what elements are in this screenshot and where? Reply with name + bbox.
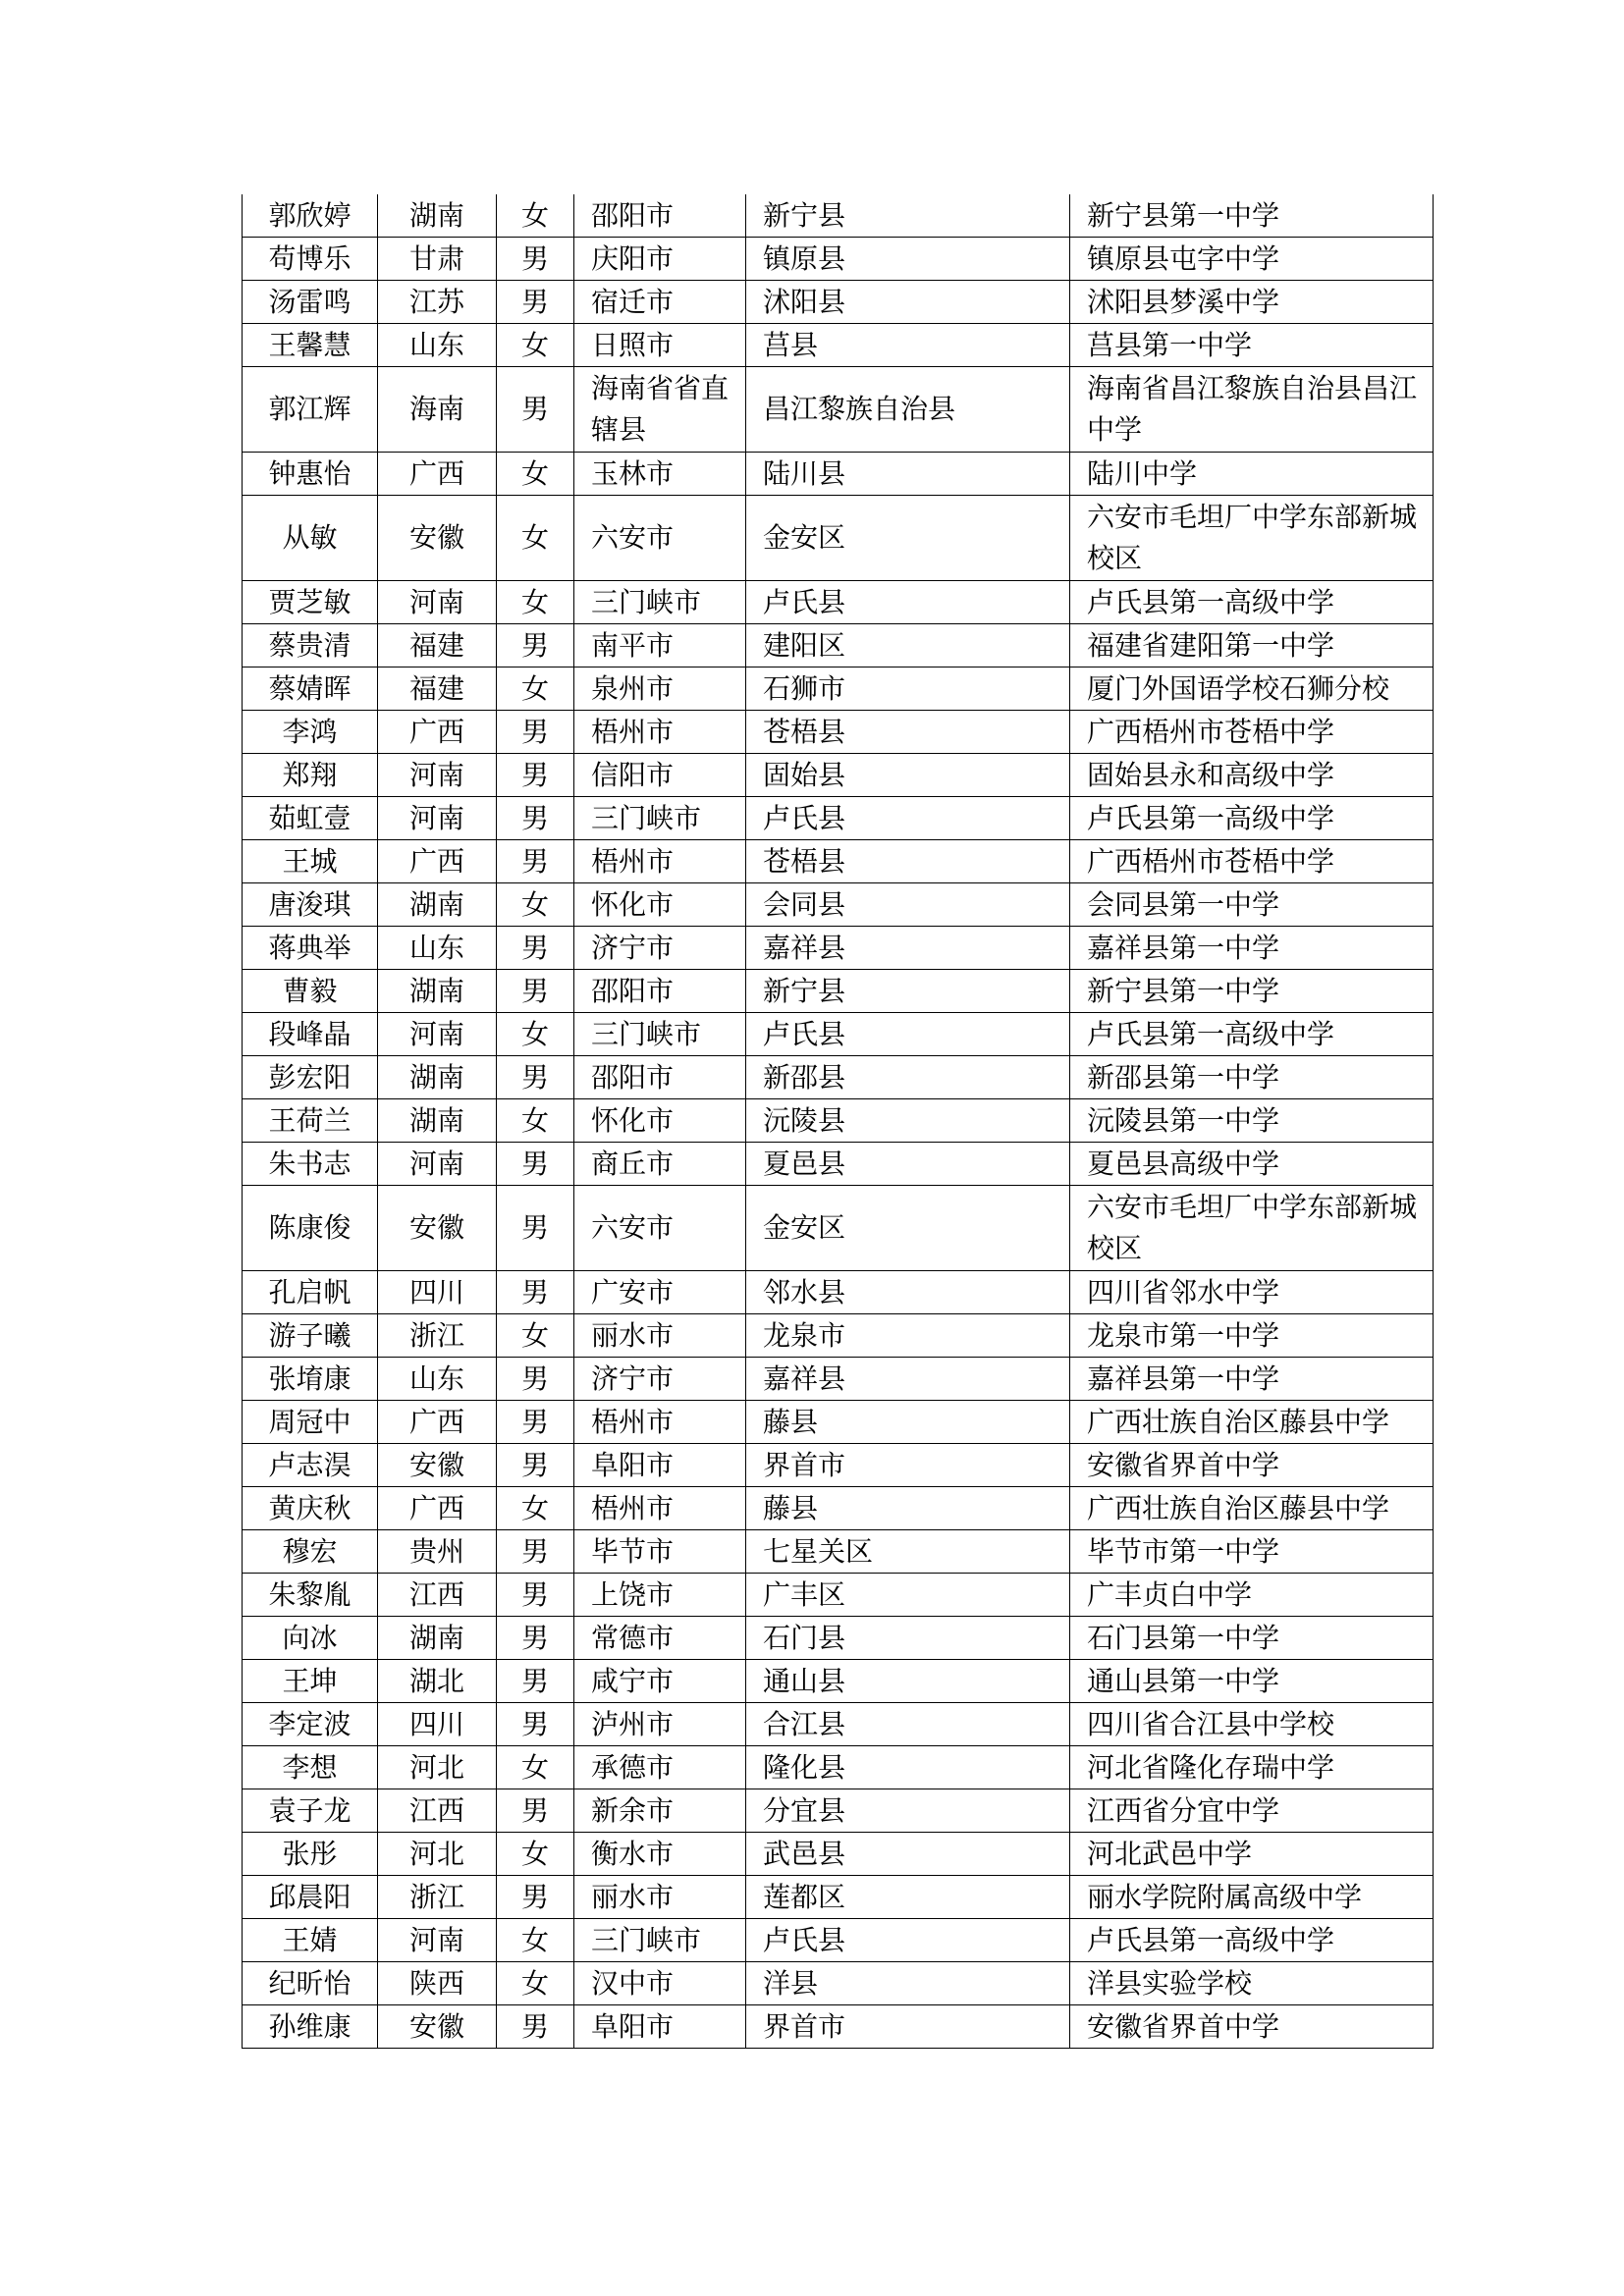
- cell-name: 段峰晶: [243, 1013, 378, 1056]
- cell-gender: 男: [497, 1617, 574, 1660]
- table-row: [243, 883, 1434, 927]
- cell-county: 卢氏县: [746, 797, 1070, 840]
- cell-city: 咸宁市: [574, 1660, 746, 1703]
- cell-name: 纪昕怡: [243, 1962, 378, 2005]
- cell-gender: 男: [497, 1530, 574, 1574]
- cell-province: 河南: [378, 1143, 497, 1186]
- table-row: [243, 1746, 1434, 1789]
- cell-gender: 男: [497, 840, 574, 883]
- cell-province: 四川: [378, 1703, 497, 1746]
- cell-county: 通山县: [746, 1660, 1070, 1703]
- cell-county: 分宜县: [746, 1789, 1070, 1833]
- cell-city: 六安市: [574, 1186, 746, 1271]
- cell-county: 陆川县: [746, 453, 1070, 496]
- table-row: [243, 1143, 1434, 1186]
- cell-city: 邵阳市: [574, 970, 746, 1013]
- cell-gender: 女: [497, 453, 574, 496]
- cell-gender: 男: [497, 1401, 574, 1444]
- cell-city: 济宁市: [574, 1358, 746, 1401]
- cell-gender: 男: [497, 1444, 574, 1487]
- cell-school: 卢氏县第一高级中学: [1070, 1919, 1434, 1962]
- cell-city: 三门峡市: [574, 797, 746, 840]
- cell-province: 福建: [378, 667, 497, 711]
- cell-city: 常德市: [574, 1617, 746, 1660]
- cell-gender: 男: [497, 1358, 574, 1401]
- table-row: [243, 840, 1434, 883]
- cell-gender: 男: [497, 970, 574, 1013]
- cell-county: 七星关区: [746, 1530, 1070, 1574]
- cell-county: 嘉祥县: [746, 927, 1070, 970]
- cell-gender: 女: [497, 1314, 574, 1358]
- cell-gender: 女: [497, 1919, 574, 1962]
- cell-name: 李定波: [243, 1703, 378, 1746]
- cell-school: 卢氏县第一高级中学: [1070, 581, 1434, 624]
- cell-name: 孔启帆: [243, 1271, 378, 1314]
- cell-county: 昌江黎族自治县: [746, 367, 1070, 453]
- cell-city: 庆阳市: [574, 238, 746, 281]
- cell-name: 邱晨阳: [243, 1876, 378, 1919]
- table-row: [243, 1962, 1434, 2005]
- cell-name: 李鸿: [243, 711, 378, 754]
- cell-school: 六安市毛坦厂中学东部新城校区: [1070, 1186, 1434, 1271]
- cell-school: 广西梧州市苍梧中学: [1070, 711, 1434, 754]
- cell-county: 夏邑县: [746, 1143, 1070, 1186]
- cell-province: 安徽: [378, 2005, 497, 2049]
- cell-county: 建阳区: [746, 624, 1070, 667]
- cell-name: 朱黎胤: [243, 1574, 378, 1617]
- cell-city: 梧州市: [574, 711, 746, 754]
- cell-province: 湖南: [378, 1099, 497, 1143]
- cell-city: 丽水市: [574, 1314, 746, 1358]
- table-row: [243, 797, 1434, 840]
- cell-city: 新余市: [574, 1789, 746, 1833]
- cell-county: 新宁县: [746, 194, 1070, 238]
- cell-city: 梧州市: [574, 1487, 746, 1530]
- cell-county: 苍梧县: [746, 711, 1070, 754]
- cell-province: 山东: [378, 1358, 497, 1401]
- table-row: [243, 1186, 1434, 1271]
- cell-school: 丽水学院附属高级中学: [1070, 1876, 1434, 1919]
- cell-name: 张彤: [243, 1833, 378, 1876]
- cell-city: 三门峡市: [574, 1013, 746, 1056]
- cell-gender: 男: [497, 1574, 574, 1617]
- cell-school: 卢氏县第一高级中学: [1070, 797, 1434, 840]
- cell-school: 四川省合江县中学校: [1070, 1703, 1434, 1746]
- cell-province: 广西: [378, 453, 497, 496]
- cell-gender: 女: [497, 667, 574, 711]
- table-row: [243, 1617, 1434, 1660]
- cell-school: 广丰贞白中学: [1070, 1574, 1434, 1617]
- table-row: [243, 1919, 1434, 1962]
- table-row: [243, 324, 1434, 367]
- cell-name: 孙维康: [243, 2005, 378, 2049]
- cell-city: 南平市: [574, 624, 746, 667]
- cell-name: 向冰: [243, 1617, 378, 1660]
- table-row: [243, 1703, 1434, 1746]
- cell-name: 王荷兰: [243, 1099, 378, 1143]
- student-table: [242, 194, 1434, 2049]
- cell-county: 会同县: [746, 883, 1070, 927]
- cell-name: 王馨慧: [243, 324, 378, 367]
- cell-county: 卢氏县: [746, 581, 1070, 624]
- cell-gender: 女: [497, 1013, 574, 1056]
- table-row: [243, 624, 1434, 667]
- cell-gender: 女: [497, 496, 574, 581]
- table-row: [243, 1876, 1434, 1919]
- cell-name: 茹虹壹: [243, 797, 378, 840]
- cell-gender: 女: [497, 1746, 574, 1789]
- cell-name: 张堉康: [243, 1358, 378, 1401]
- cell-province: 甘肃: [378, 238, 497, 281]
- cell-gender: 男: [497, 1056, 574, 1099]
- cell-county: 卢氏县: [746, 1919, 1070, 1962]
- cell-city: 梧州市: [574, 840, 746, 883]
- cell-gender: 男: [497, 624, 574, 667]
- cell-gender: 男: [497, 2005, 574, 2049]
- cell-county: 龙泉市: [746, 1314, 1070, 1358]
- table-row: [243, 711, 1434, 754]
- cell-county: 固始县: [746, 754, 1070, 797]
- cell-province: 湖北: [378, 1660, 497, 1703]
- table-row: [243, 194, 1434, 238]
- table-row: [243, 1444, 1434, 1487]
- table-row: [243, 927, 1434, 970]
- table-row: [243, 1056, 1434, 1099]
- cell-county: 隆化县: [746, 1746, 1070, 1789]
- cell-gender: 女: [497, 1962, 574, 2005]
- cell-county: 沅陵县: [746, 1099, 1070, 1143]
- cell-city: 三门峡市: [574, 1919, 746, 1962]
- cell-county: 邻水县: [746, 1271, 1070, 1314]
- cell-gender: 男: [497, 1703, 574, 1746]
- table-row: [243, 1314, 1434, 1358]
- cell-province: 河北: [378, 1833, 497, 1876]
- cell-province: 河南: [378, 1013, 497, 1056]
- cell-county: 合江县: [746, 1703, 1070, 1746]
- cell-school: 会同县第一中学: [1070, 883, 1434, 927]
- cell-gender: 男: [497, 797, 574, 840]
- cell-province: 陕西: [378, 1962, 497, 2005]
- cell-province: 湖南: [378, 194, 497, 238]
- cell-school: 海南省昌江黎族自治县昌江中学: [1070, 367, 1434, 453]
- cell-gender: 男: [497, 1789, 574, 1833]
- cell-name: 钟惠怡: [243, 453, 378, 496]
- cell-school: 沅陵县第一中学: [1070, 1099, 1434, 1143]
- table-row: [243, 1401, 1434, 1444]
- cell-city: 汉中市: [574, 1962, 746, 2005]
- cell-province: 湖南: [378, 1056, 497, 1099]
- cell-province: 河北: [378, 1746, 497, 1789]
- cell-province: 江西: [378, 1789, 497, 1833]
- cell-province: 湖南: [378, 1617, 497, 1660]
- cell-school: 安徽省界首中学: [1070, 1444, 1434, 1487]
- table-row: [243, 1833, 1434, 1876]
- cell-name: 陈康俊: [243, 1186, 378, 1271]
- table-row: [243, 1574, 1434, 1617]
- cell-province: 安徽: [378, 496, 497, 581]
- cell-school: 安徽省界首中学: [1070, 2005, 1434, 2049]
- cell-province: 河南: [378, 797, 497, 840]
- cell-school: 沭阳县梦溪中学: [1070, 281, 1434, 324]
- cell-name: 黄庆秋: [243, 1487, 378, 1530]
- cell-school: 石门县第一中学: [1070, 1617, 1434, 1660]
- cell-province: 浙江: [378, 1314, 497, 1358]
- cell-city: 邵阳市: [574, 1056, 746, 1099]
- cell-school: 广西壮族自治区藤县中学: [1070, 1401, 1434, 1444]
- cell-school: 嘉祥县第一中学: [1070, 1358, 1434, 1401]
- cell-city: 济宁市: [574, 927, 746, 970]
- cell-county: 新宁县: [746, 970, 1070, 1013]
- cell-name: 游子曦: [243, 1314, 378, 1358]
- cell-city: 上饶市: [574, 1574, 746, 1617]
- table-row: [243, 496, 1434, 581]
- cell-province: 山东: [378, 324, 497, 367]
- cell-city: 三门峡市: [574, 581, 746, 624]
- cell-name: 王坤: [243, 1660, 378, 1703]
- table-row: [243, 2005, 1434, 2049]
- cell-province: 广西: [378, 1487, 497, 1530]
- cell-gender: 女: [497, 194, 574, 238]
- cell-school: 陆川中学: [1070, 453, 1434, 496]
- cell-county: 界首市: [746, 2005, 1070, 2049]
- cell-province: 浙江: [378, 1876, 497, 1919]
- cell-name: 从敏: [243, 496, 378, 581]
- cell-county: 武邑县: [746, 1833, 1070, 1876]
- table-row: [243, 453, 1434, 496]
- cell-name: 穆宏: [243, 1530, 378, 1574]
- table-row: [243, 1358, 1434, 1401]
- table-row: [243, 581, 1434, 624]
- cell-province: 江苏: [378, 281, 497, 324]
- cell-school: 龙泉市第一中学: [1070, 1314, 1434, 1358]
- cell-city: 怀化市: [574, 1099, 746, 1143]
- table-row: [243, 1271, 1434, 1314]
- table-row: [243, 1530, 1434, 1574]
- cell-name: 王婧: [243, 1919, 378, 1962]
- cell-name: 袁子龙: [243, 1789, 378, 1833]
- cell-city: 怀化市: [574, 883, 746, 927]
- table-row: [243, 1660, 1434, 1703]
- cell-school: 镇原县屯字中学: [1070, 238, 1434, 281]
- cell-school: 江西省分宜中学: [1070, 1789, 1434, 1833]
- cell-school: 厦门外国语学校石狮分校: [1070, 667, 1434, 711]
- cell-gender: 男: [497, 281, 574, 324]
- cell-gender: 男: [497, 711, 574, 754]
- cell-gender: 女: [497, 1099, 574, 1143]
- cell-name: 苟博乐: [243, 238, 378, 281]
- cell-name: 贾芝敏: [243, 581, 378, 624]
- cell-county: 莒县: [746, 324, 1070, 367]
- cell-school: 固始县永和高级中学: [1070, 754, 1434, 797]
- cell-name: 汤雷鸣: [243, 281, 378, 324]
- cell-county: 石狮市: [746, 667, 1070, 711]
- cell-school: 新宁县第一中学: [1070, 194, 1434, 238]
- cell-school: 福建省建阳第一中学: [1070, 624, 1434, 667]
- cell-school: 毕节市第一中学: [1070, 1530, 1434, 1574]
- cell-county: 苍梧县: [746, 840, 1070, 883]
- cell-province: 江西: [378, 1574, 497, 1617]
- cell-name: 蔡贵清: [243, 624, 378, 667]
- cell-city: 日照市: [574, 324, 746, 367]
- cell-city: 泉州市: [574, 667, 746, 711]
- cell-city: 商丘市: [574, 1143, 746, 1186]
- cell-county: 界首市: [746, 1444, 1070, 1487]
- cell-name: 蒋典举: [243, 927, 378, 970]
- cell-city: 衡水市: [574, 1833, 746, 1876]
- cell-province: 河南: [378, 754, 497, 797]
- cell-school: 河北省隆化存瑞中学: [1070, 1746, 1434, 1789]
- table-row: [243, 367, 1434, 453]
- cell-gender: 男: [497, 754, 574, 797]
- cell-city: 毕节市: [574, 1530, 746, 1574]
- cell-school: 通山县第一中学: [1070, 1660, 1434, 1703]
- cell-school: 四川省邻水中学: [1070, 1271, 1434, 1314]
- cell-province: 四川: [378, 1271, 497, 1314]
- cell-school: 莒县第一中学: [1070, 324, 1434, 367]
- cell-gender: 男: [497, 238, 574, 281]
- cell-city: 信阳市: [574, 754, 746, 797]
- cell-county: 莲都区: [746, 1876, 1070, 1919]
- cell-province: 安徽: [378, 1186, 497, 1271]
- table-row: [243, 970, 1434, 1013]
- cell-county: 藤县: [746, 1401, 1070, 1444]
- table-row: [243, 1487, 1434, 1530]
- cell-province: 安徽: [378, 1444, 497, 1487]
- cell-province: 广西: [378, 840, 497, 883]
- cell-name: 王城: [243, 840, 378, 883]
- cell-province: 河南: [378, 581, 497, 624]
- cell-gender: 女: [497, 883, 574, 927]
- cell-province: 山东: [378, 927, 497, 970]
- cell-province: 湖南: [378, 883, 497, 927]
- cell-gender: 男: [497, 1876, 574, 1919]
- cell-gender: 男: [497, 927, 574, 970]
- cell-name: 蔡婧晖: [243, 667, 378, 711]
- cell-name: 卢志淏: [243, 1444, 378, 1487]
- cell-province: 海南: [378, 367, 497, 453]
- table-row: [243, 1013, 1434, 1056]
- cell-county: 石门县: [746, 1617, 1070, 1660]
- cell-school: 广西梧州市苍梧中学: [1070, 840, 1434, 883]
- table-row: [243, 667, 1434, 711]
- cell-city: 梧州市: [574, 1401, 746, 1444]
- cell-city: 泸州市: [574, 1703, 746, 1746]
- cell-gender: 女: [497, 581, 574, 624]
- cell-gender: 女: [497, 324, 574, 367]
- cell-school: 广西壮族自治区藤县中学: [1070, 1487, 1434, 1530]
- cell-county: 洋县: [746, 1962, 1070, 2005]
- cell-city: 阜阳市: [574, 1444, 746, 1487]
- cell-city: 广安市: [574, 1271, 746, 1314]
- cell-name: 周冠中: [243, 1401, 378, 1444]
- cell-county: 藤县: [746, 1487, 1070, 1530]
- cell-name: 唐浚琪: [243, 883, 378, 927]
- cell-city: 承德市: [574, 1746, 746, 1789]
- cell-name: 李想: [243, 1746, 378, 1789]
- cell-county: 嘉祥县: [746, 1358, 1070, 1401]
- cell-province: 河南: [378, 1919, 497, 1962]
- cell-province: 湖南: [378, 970, 497, 1013]
- cell-county: 新邵县: [746, 1056, 1070, 1099]
- cell-school: 夏邑县高级中学: [1070, 1143, 1434, 1186]
- cell-name: 郑翔: [243, 754, 378, 797]
- table-row: [243, 754, 1434, 797]
- cell-school: 嘉祥县第一中学: [1070, 927, 1434, 970]
- cell-gender: 女: [497, 1833, 574, 1876]
- cell-school: 新宁县第一中学: [1070, 970, 1434, 1013]
- cell-county: 金安区: [746, 1186, 1070, 1271]
- cell-county: 沭阳县: [746, 281, 1070, 324]
- student-table-body: [243, 194, 1434, 2049]
- cell-city: 玉林市: [574, 453, 746, 496]
- cell-county: 金安区: [746, 496, 1070, 581]
- table-row: [243, 281, 1434, 324]
- cell-name: 郭江辉: [243, 367, 378, 453]
- cell-school: 新邵县第一中学: [1070, 1056, 1434, 1099]
- table-row: [243, 1099, 1434, 1143]
- cell-county: 卢氏县: [746, 1013, 1070, 1056]
- cell-gender: 男: [497, 1186, 574, 1271]
- cell-province: 广西: [378, 1401, 497, 1444]
- cell-name: 曹毅: [243, 970, 378, 1013]
- cell-province: 福建: [378, 624, 497, 667]
- cell-school: 河北武邑中学: [1070, 1833, 1434, 1876]
- cell-city: 海南省省直辖县: [574, 367, 746, 453]
- cell-name: 朱书志: [243, 1143, 378, 1186]
- cell-school: 洋县实验学校: [1070, 1962, 1434, 2005]
- cell-province: 贵州: [378, 1530, 497, 1574]
- cell-province: 广西: [378, 711, 497, 754]
- cell-city: 邵阳市: [574, 194, 746, 238]
- table-row: [243, 238, 1434, 281]
- cell-city: 六安市: [574, 496, 746, 581]
- cell-city: 阜阳市: [574, 2005, 746, 2049]
- cell-name: 郭欣婷: [243, 194, 378, 238]
- cell-gender: 男: [497, 1143, 574, 1186]
- cell-gender: 男: [497, 367, 574, 453]
- cell-gender: 男: [497, 1660, 574, 1703]
- cell-gender: 男: [497, 1271, 574, 1314]
- cell-county: 镇原县: [746, 238, 1070, 281]
- cell-city: 宿迁市: [574, 281, 746, 324]
- cell-school: 六安市毛坦厂中学东部新城校区: [1070, 496, 1434, 581]
- cell-city: 丽水市: [574, 1876, 746, 1919]
- cell-name: 彭宏阳: [243, 1056, 378, 1099]
- cell-school: 卢氏县第一高级中学: [1070, 1013, 1434, 1056]
- cell-county: 广丰区: [746, 1574, 1070, 1617]
- table-row: [243, 1789, 1434, 1833]
- cell-gender: 女: [497, 1487, 574, 1530]
